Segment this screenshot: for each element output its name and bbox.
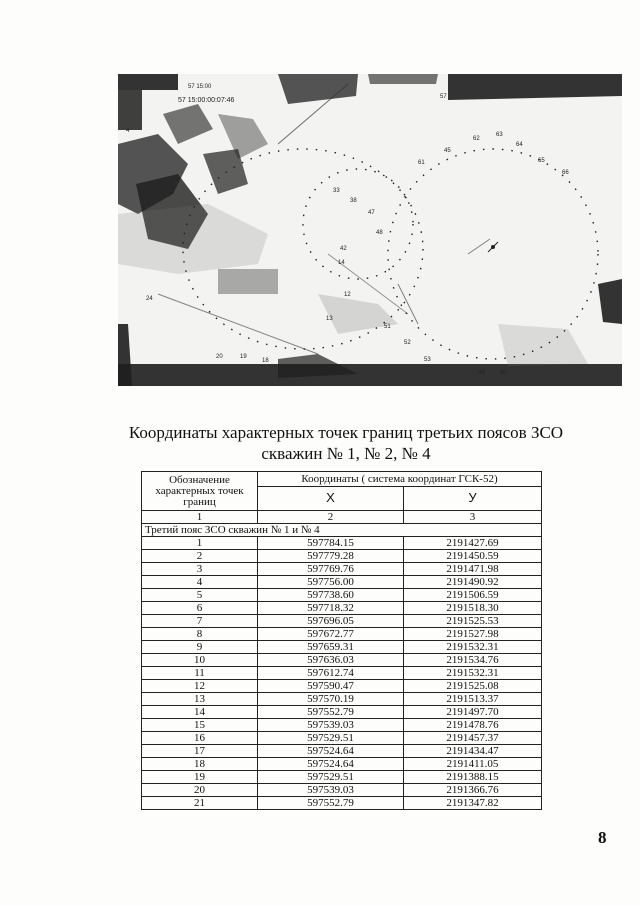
y-coordinate-cell: 2191534.76 — [404, 654, 542, 667]
map-time-label-a: 57 15:00 — [188, 84, 212, 90]
map-label-45: 45 — [444, 148, 451, 154]
map-label-38: 38 — [350, 198, 357, 204]
y-coordinate-cell: 2191450.59 — [404, 550, 542, 563]
map-label-13: 13 — [326, 316, 333, 322]
aerial-map-image — [118, 74, 622, 386]
x-coordinate-cell: 597612.74 — [258, 667, 404, 680]
column-header-coordinates: Координаты ( система координат ГСК-52) — [258, 472, 542, 487]
table-row — [142, 667, 542, 680]
map-label-12: 12 — [344, 292, 351, 298]
x-coordinate-cell: 597552.79 — [258, 706, 404, 719]
point-number-cell: 11 — [142, 667, 258, 680]
y-coordinate-cell: 2191427.69 — [404, 537, 542, 550]
point-number-cell: 6 — [142, 602, 258, 615]
table-row — [142, 771, 542, 784]
x-coordinate-cell: 597784.15 — [258, 537, 404, 550]
x-coordinate-cell: 597672.77 — [258, 628, 404, 641]
y-coordinate-cell: 2191513.37 — [404, 693, 542, 706]
point-number-cell: 1 — [142, 537, 258, 550]
map-label-19: 19 — [240, 354, 247, 360]
table-row — [142, 732, 542, 745]
table-column-numbers-row — [142, 511, 542, 524]
map-label-42: 42 — [340, 246, 347, 252]
table-row — [142, 745, 542, 758]
x-coordinate-cell: 597590.47 — [258, 680, 404, 693]
table-row — [142, 719, 542, 732]
table-row — [142, 758, 542, 771]
page-number: 8 — [598, 828, 607, 847]
map-label-62: 62 — [473, 136, 480, 142]
point-number-cell: 15 — [142, 719, 258, 732]
map-label-65: 65 — [538, 158, 545, 164]
map-label-53: 53 — [424, 357, 431, 363]
map-label-64: 64 — [516, 142, 523, 148]
column-number: 3 — [404, 511, 542, 524]
y-coordinate-cell: 2191506.59 — [404, 589, 542, 602]
map-label-52: 52 — [404, 340, 411, 346]
point-number-cell: 16 — [142, 732, 258, 745]
y-coordinate-cell: 2191388.15 — [404, 771, 542, 784]
y-coordinate-cell: 2191457.37 — [404, 732, 542, 745]
x-coordinate-cell: 597539.03 — [258, 784, 404, 797]
map-label-49: 49 — [478, 370, 485, 376]
y-coordinate-cell: 2191366.76 — [404, 784, 542, 797]
point-number-cell: 9 — [142, 641, 258, 654]
map-label-24: 24 — [146, 296, 153, 302]
point-number-cell: 21 — [142, 797, 258, 810]
y-coordinate-cell: 2191478.76 — [404, 719, 542, 732]
table-row — [142, 797, 542, 810]
y-coordinate-cell: 2191347.82 — [404, 797, 542, 810]
y-coordinate-cell: 2191471.98 — [404, 563, 542, 576]
point-number-cell: 14 — [142, 706, 258, 719]
zone-circle-small — [303, 169, 413, 279]
x-coordinate-cell: 597756.00 — [258, 576, 404, 589]
document-title — [120, 422, 572, 464]
x-coordinate-cell: 597779.28 — [258, 550, 404, 563]
column-header-y: У — [404, 486, 542, 510]
map-label-48: 48 — [376, 230, 383, 236]
map-label-4: 4 — [126, 128, 130, 134]
point-number-cell: 12 — [142, 680, 258, 693]
point-number-cell: 3 — [142, 563, 258, 576]
point-number-cell: 19 — [142, 771, 258, 784]
map-label-47: 47 — [368, 210, 375, 216]
column-header-x: X — [258, 486, 404, 510]
map-grey-areas — [118, 204, 588, 366]
x-coordinate-cell: 597529.51 — [258, 732, 404, 745]
x-coordinate-cell: 597570.19 — [258, 693, 404, 706]
point-number-cell: 8 — [142, 628, 258, 641]
well-marker — [488, 242, 498, 252]
map-label-51: 51 — [384, 324, 391, 330]
table-header-row — [142, 472, 542, 487]
map-label-18: 18 — [262, 358, 269, 364]
x-coordinate-cell: 597718.32 — [258, 602, 404, 615]
table-row — [142, 693, 542, 706]
point-number-cell: 13 — [142, 693, 258, 706]
point-number-cell: 17 — [142, 745, 258, 758]
map-time-label-c: 57 — [440, 94, 447, 100]
y-coordinate-cell: 2191532.31 — [404, 667, 542, 680]
table-row — [142, 589, 542, 602]
map-label-50: 50 — [500, 370, 507, 376]
table-row — [142, 628, 542, 641]
coordinates-table — [141, 471, 542, 810]
table-row — [142, 576, 542, 589]
section-label: Третий пояс ЗСО скважин № 1 и № 4 — [142, 524, 542, 537]
y-coordinate-cell: 2191525.08 — [404, 680, 542, 693]
title-line-2: скважин № 1, № 2, № 4 — [261, 444, 431, 463]
point-number-cell: 10 — [142, 654, 258, 667]
x-coordinate-cell: 597769.76 — [258, 563, 404, 576]
column-number: 2 — [258, 511, 404, 524]
table-row — [142, 706, 542, 719]
y-coordinate-cell: 2191411.05 — [404, 758, 542, 771]
y-coordinate-cell: 2191532.31 — [404, 641, 542, 654]
map-label-61: 61 — [418, 160, 425, 166]
table-row — [142, 563, 542, 576]
column-header-designation: Обозначение характерных точек границ — [142, 472, 258, 511]
point-number-cell: 7 — [142, 615, 258, 628]
map-label-33: 33 — [333, 188, 340, 194]
map-label-20: 20 — [216, 354, 223, 360]
point-number-cell: 4 — [142, 576, 258, 589]
point-number-cell: 20 — [142, 784, 258, 797]
map-label-66: 66 — [562, 170, 569, 176]
table-section-row — [142, 524, 542, 537]
y-coordinate-cell: 2191518.30 — [404, 602, 542, 615]
x-coordinate-cell: 597659.31 — [258, 641, 404, 654]
x-coordinate-cell: 597738.60 — [258, 589, 404, 602]
y-coordinate-cell: 2191527.98 — [404, 628, 542, 641]
point-number-cell: 18 — [142, 758, 258, 771]
x-coordinate-cell: 597696.05 — [258, 615, 404, 628]
x-coordinate-cell: 597524.64 — [258, 758, 404, 771]
table-row — [142, 537, 542, 550]
table-row — [142, 784, 542, 797]
x-coordinate-cell: 597529.51 — [258, 771, 404, 784]
table-row — [142, 550, 542, 563]
table-row — [142, 615, 542, 628]
table-row — [142, 641, 542, 654]
table-row — [142, 680, 542, 693]
point-number-cell: 2 — [142, 550, 258, 563]
y-coordinate-cell: 2191490.92 — [404, 576, 542, 589]
x-coordinate-cell: 597524.64 — [258, 745, 404, 758]
title-line-1: Координаты характерных точек границ третьих поясов ЗСО — [128, 423, 564, 442]
map-drawing — [118, 74, 622, 386]
table-row — [142, 654, 542, 667]
map-time-label-b: 57 15:00:00:07:46 — [178, 97, 235, 104]
map-label-63: 63 — [496, 132, 503, 138]
x-coordinate-cell: 597539.03 — [258, 719, 404, 732]
x-coordinate-cell: 597636.03 — [258, 654, 404, 667]
y-coordinate-cell: 2191434.47 — [404, 745, 542, 758]
map-label-14: 14 — [338, 260, 345, 266]
table-row — [142, 602, 542, 615]
zone-circle-large — [388, 149, 598, 359]
point-number-cell: 5 — [142, 589, 258, 602]
x-coordinate-cell: 597552.79 — [258, 797, 404, 810]
y-coordinate-cell: 2191525.53 — [404, 615, 542, 628]
y-coordinate-cell: 2191497.70 — [404, 706, 542, 719]
column-number: 1 — [142, 511, 258, 524]
